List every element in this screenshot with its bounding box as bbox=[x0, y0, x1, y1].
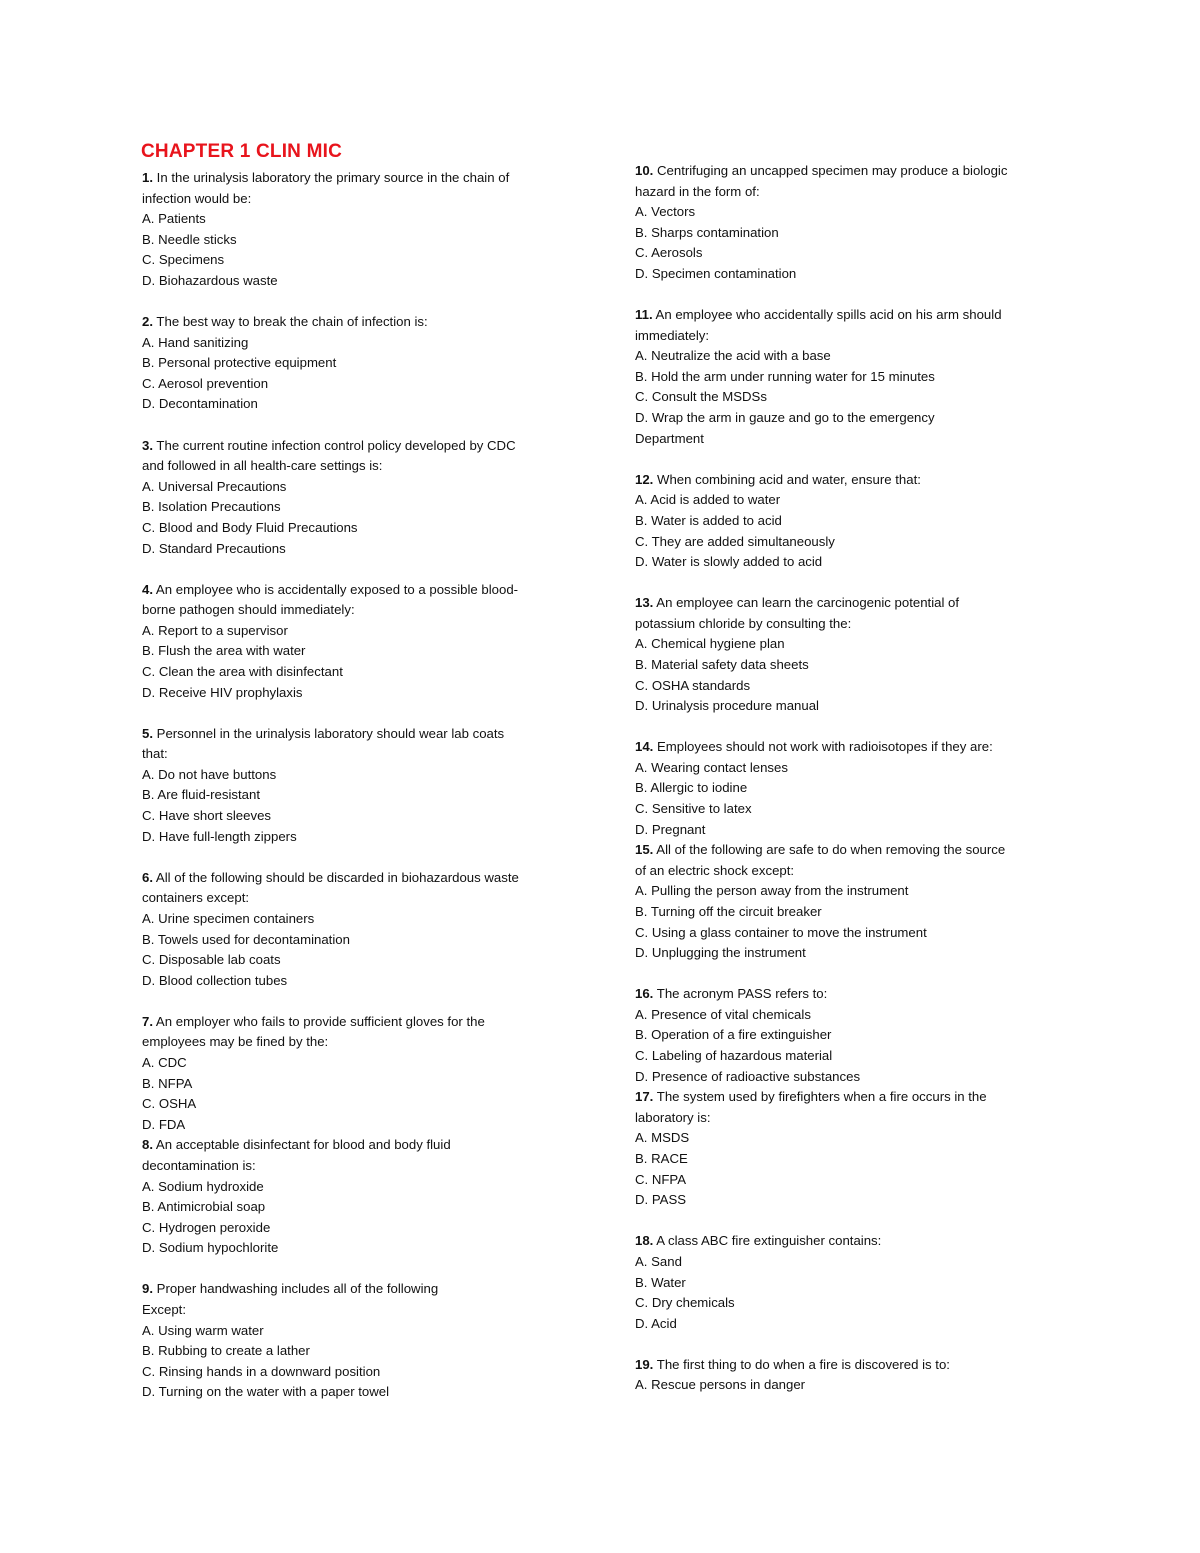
answer-option: C. Labeling of hazardous material bbox=[635, 1048, 833, 1064]
question-text: The best way to break the chain of infection is: bbox=[153, 314, 428, 330]
question-text: All of the following are safe to do when removing the source bbox=[653, 842, 1006, 858]
question-block bbox=[142, 1279, 582, 1403]
answer-option: A. Sand bbox=[635, 1253, 682, 1269]
question-number: 6. bbox=[142, 869, 153, 885]
question-block bbox=[142, 312, 582, 415]
question-text: The current routine infection control policy developed by CDC bbox=[153, 437, 516, 453]
answer-option: B. Allergic to iodine bbox=[635, 780, 748, 796]
question-number: 13. bbox=[635, 595, 654, 611]
answer-option: A. Chemical hygiene plan bbox=[635, 636, 785, 652]
question-block bbox=[142, 168, 582, 292]
question-block bbox=[635, 470, 1075, 573]
answer-option: A. Patients bbox=[142, 211, 206, 227]
question-text: Centrifuging an uncapped specimen may produce a biologic bbox=[653, 163, 1008, 178]
answer-option: D. Turning on the water with a paper towel bbox=[142, 1384, 390, 1400]
question-stem bbox=[142, 312, 582, 333]
answer-option: A. Neutralize the acid with a base bbox=[635, 348, 831, 364]
question-number: 10. bbox=[635, 163, 654, 178]
question-stem bbox=[635, 840, 1075, 861]
answer-option: C. Clean the area with disinfectant bbox=[142, 663, 343, 679]
question-block bbox=[635, 984, 1075, 1087]
question-text: containers except: bbox=[142, 890, 250, 906]
question-number: 17. bbox=[635, 1089, 654, 1105]
question-stem bbox=[635, 984, 1075, 1005]
question-number: 19. bbox=[635, 1356, 654, 1372]
question-stem bbox=[635, 161, 1075, 182]
question-text: infection would be: bbox=[142, 190, 252, 206]
question-stem bbox=[142, 724, 582, 745]
answer-option: A. Acid is added to water bbox=[635, 492, 781, 508]
question-number: 15. bbox=[635, 842, 654, 858]
question-text: employees may be fined by the: bbox=[142, 1034, 329, 1050]
question-stem bbox=[142, 580, 582, 601]
question-stem bbox=[635, 1355, 1075, 1376]
answer-option: D. Receive HIV prophylaxis bbox=[142, 684, 303, 700]
question-stem bbox=[635, 326, 1075, 347]
answer-option: D. Have full-length zippers bbox=[142, 828, 297, 844]
question-number: 1. bbox=[142, 170, 153, 185]
answer-option: D. Pregnant bbox=[635, 821, 706, 837]
left-column bbox=[142, 168, 582, 1403]
question-block bbox=[635, 737, 1075, 840]
answer-option: D. Standard Precautions bbox=[142, 540, 286, 556]
answer-option: C. Hydrogen peroxide bbox=[142, 1219, 271, 1235]
question-text: of an electric shock except: bbox=[635, 862, 795, 878]
question-stem bbox=[635, 737, 1075, 758]
answer-option: A. CDC bbox=[142, 1054, 187, 1070]
question-stem bbox=[142, 168, 582, 189]
question-stem bbox=[635, 861, 1075, 882]
answer-option: A. Presence of vital chemicals bbox=[635, 1006, 811, 1022]
answer-option: B. Water is added to acid bbox=[635, 512, 782, 528]
question-text: potassium chloride by consulting the: bbox=[635, 615, 852, 631]
question-text: The first thing to do when a fire is discovered is to: bbox=[653, 1356, 950, 1372]
answer-option: A. MSDS bbox=[635, 1130, 690, 1146]
right-column bbox=[635, 161, 1075, 1396]
question-number: 16. bbox=[635, 986, 654, 1002]
question-stem bbox=[635, 470, 1075, 491]
question-text: Personnel in the urinalysis laboratory should wear lab coats bbox=[153, 725, 505, 741]
answer-option: A. Using warm water bbox=[142, 1322, 264, 1338]
answer-option: C. OSHA bbox=[142, 1096, 197, 1112]
question-number: 14. bbox=[635, 739, 654, 755]
question-stem bbox=[142, 600, 582, 621]
answer-option: A. Wearing contact lenses bbox=[635, 759, 788, 775]
question-stem bbox=[142, 1032, 582, 1053]
answer-option: B. Material safety data sheets bbox=[635, 656, 809, 672]
question-text: All of the following should be discarded in biohazardous waste bbox=[153, 869, 519, 885]
answer-option: A. Pulling the person away from the instrument bbox=[635, 883, 909, 899]
question-stem bbox=[142, 744, 582, 765]
question-text: An employee can learn the carcinogenic potential of bbox=[653, 595, 960, 611]
answer-option: C. Using a glass container to move the instrument bbox=[635, 924, 927, 940]
answer-option: A. Sodium hydroxide bbox=[142, 1178, 264, 1194]
answer-option: B. Antimicrobial soap bbox=[142, 1199, 266, 1215]
answer-option: D. Water is slowly added to acid bbox=[635, 554, 823, 570]
question-stem bbox=[142, 868, 582, 889]
question-stem bbox=[635, 1231, 1075, 1252]
answer-option: C. NFPA bbox=[635, 1171, 687, 1187]
answer-option: C. Blood and Body Fluid Precautions bbox=[142, 519, 358, 535]
answer-option: A. Vectors bbox=[635, 204, 696, 220]
answer-option: Department bbox=[635, 430, 704, 446]
question-stem bbox=[635, 593, 1075, 614]
question-text: An employee who is accidentally exposed to a possible blood- bbox=[153, 581, 519, 597]
question-number: 3. bbox=[142, 437, 153, 453]
answer-option: B. Towels used for decontamination bbox=[142, 931, 350, 947]
answer-option: B. Rubbing to create a lather bbox=[142, 1343, 310, 1359]
question-block bbox=[142, 724, 582, 848]
question-number: 5. bbox=[142, 725, 153, 741]
question-text: An employer who fails to provide sufficient gloves for the bbox=[153, 1013, 485, 1029]
answer-option: D. Urinalysis procedure manual bbox=[635, 698, 819, 714]
question-stem bbox=[635, 305, 1075, 326]
answer-option: B. Water bbox=[635, 1274, 686, 1290]
page-title: CHAPTER 1 CLIN MIC bbox=[141, 141, 342, 162]
question-text: immediately: bbox=[635, 327, 710, 343]
answer-option: C. Consult the MSDSs bbox=[635, 389, 767, 405]
question-block bbox=[142, 1135, 582, 1259]
question-stem bbox=[142, 1156, 582, 1177]
answer-option: B. NFPA bbox=[142, 1075, 193, 1091]
answer-option: B. Personal protective equipment bbox=[142, 355, 337, 371]
answer-option: C. Dry chemicals bbox=[635, 1295, 735, 1311]
answer-option: D. Specimen contamination bbox=[635, 265, 797, 281]
question-text: An employee who accidentally spills acid on his arm should bbox=[652, 307, 1002, 323]
question-number: 11. bbox=[635, 307, 653, 323]
answer-option: B. RACE bbox=[635, 1151, 688, 1167]
answer-option: A. Urine specimen containers bbox=[142, 910, 315, 926]
question-stem bbox=[142, 436, 582, 457]
question-block bbox=[142, 868, 582, 992]
answer-option: C. Disposable lab coats bbox=[142, 952, 281, 968]
answer-option: D. Sodium hypochlorite bbox=[142, 1240, 279, 1256]
answer-option: A. Report to a supervisor bbox=[142, 622, 288, 638]
answer-option: D. Acid bbox=[635, 1315, 677, 1331]
answer-option: D. Decontamination bbox=[142, 396, 258, 412]
answer-option: D. Blood collection tubes bbox=[142, 972, 288, 988]
answer-option: C. Specimens bbox=[142, 252, 225, 268]
question-text: An acceptable disinfectant for blood and body fluid bbox=[153, 1137, 451, 1153]
answer-option: D. FDA bbox=[142, 1116, 186, 1132]
question-block bbox=[142, 580, 582, 704]
question-number: 18. bbox=[635, 1233, 654, 1249]
question-stem bbox=[142, 1300, 582, 1321]
question-block bbox=[635, 161, 1075, 285]
question-stem bbox=[635, 1087, 1075, 1108]
question-text: laboratory is: bbox=[635, 1109, 711, 1125]
answer-option: A. Universal Precautions bbox=[142, 478, 287, 494]
question-stem bbox=[142, 189, 582, 210]
question-text: and followed in all health-care settings is: bbox=[142, 458, 383, 474]
question-text: Proper handwashing includes all of the following bbox=[153, 1281, 439, 1297]
answer-option: B. Isolation Precautions bbox=[142, 499, 281, 515]
question-text: When combining acid and water, ensure that: bbox=[653, 471, 921, 487]
question-text: Except: bbox=[142, 1302, 186, 1317]
answer-option: B. Flush the area with water bbox=[142, 643, 306, 659]
answer-option: C. Aerosol prevention bbox=[142, 375, 269, 391]
answer-option: A. Hand sanitizing bbox=[142, 334, 249, 350]
question-text: A class ABC fire extinguisher contains: bbox=[653, 1233, 882, 1249]
answer-option: C. Aerosols bbox=[635, 245, 703, 261]
answer-option: A. Rescue persons in danger bbox=[635, 1377, 806, 1393]
question-number: 7. bbox=[142, 1013, 153, 1029]
answer-option: D. Wrap the arm in gauze and go to the emergency bbox=[635, 410, 935, 426]
question-block bbox=[635, 1087, 1075, 1211]
answer-option: C. Rinsing hands in a downward position bbox=[142, 1363, 381, 1379]
answer-option: C. Have short sleeves bbox=[142, 808, 271, 824]
question-stem bbox=[142, 1135, 582, 1156]
question-stem bbox=[142, 1279, 582, 1300]
answer-option: B. Are fluid-resistant bbox=[142, 787, 261, 803]
question-block bbox=[635, 305, 1075, 449]
answer-option: D. Unplugging the instrument bbox=[635, 945, 806, 961]
answer-option: B. Needle sticks bbox=[142, 231, 237, 247]
question-stem bbox=[635, 614, 1075, 635]
question-number: 4. bbox=[142, 581, 153, 597]
question-text: Employees should not work with radioisotopes if they are: bbox=[653, 739, 993, 755]
question-stem bbox=[635, 182, 1075, 203]
question-number: 2. bbox=[142, 314, 153, 330]
answer-option: C. Sensitive to latex bbox=[635, 801, 752, 817]
question-stem bbox=[142, 456, 582, 477]
answer-option: D. Presence of radioactive substances bbox=[635, 1068, 861, 1084]
question-stem bbox=[142, 888, 582, 909]
answer-option: C. They are added simultaneously bbox=[635, 533, 835, 549]
question-text: The acronym PASS refers to: bbox=[653, 986, 828, 1002]
question-number: 9. bbox=[142, 1281, 153, 1297]
question-stem bbox=[635, 1108, 1075, 1129]
question-text: decontamination is: bbox=[142, 1157, 256, 1173]
question-text: borne pathogen should immediately: bbox=[142, 602, 355, 618]
answer-option: D. PASS bbox=[635, 1192, 687, 1208]
question-block bbox=[635, 840, 1075, 964]
answer-option: B. Hold the arm under running water for 15 minutes bbox=[635, 368, 935, 384]
question-text: that: bbox=[142, 746, 168, 762]
question-stem bbox=[142, 1012, 582, 1033]
question-block bbox=[635, 1355, 1075, 1396]
answer-option: B. Sharps contamination bbox=[635, 224, 779, 240]
question-block bbox=[635, 1231, 1075, 1334]
question-text: The system used by firefighters when a fire occurs in the bbox=[653, 1089, 987, 1105]
question-text: In the urinalysis laboratory the primary source in the chain of bbox=[153, 170, 510, 185]
question-number: 8. bbox=[142, 1137, 153, 1153]
answer-option: A. Do not have buttons bbox=[142, 766, 277, 782]
answer-option: D. Biohazardous waste bbox=[142, 272, 278, 288]
answer-option: C. OSHA standards bbox=[635, 677, 751, 693]
question-block bbox=[142, 1012, 582, 1136]
question-text: hazard in the form of: bbox=[635, 183, 760, 199]
question-block bbox=[635, 593, 1075, 717]
answer-option: B. Operation of a fire extinguisher bbox=[635, 1027, 832, 1043]
question-number: 12. bbox=[635, 471, 654, 487]
answer-option: B. Turning off the circuit breaker bbox=[635, 904, 822, 919]
question-block bbox=[142, 436, 582, 560]
